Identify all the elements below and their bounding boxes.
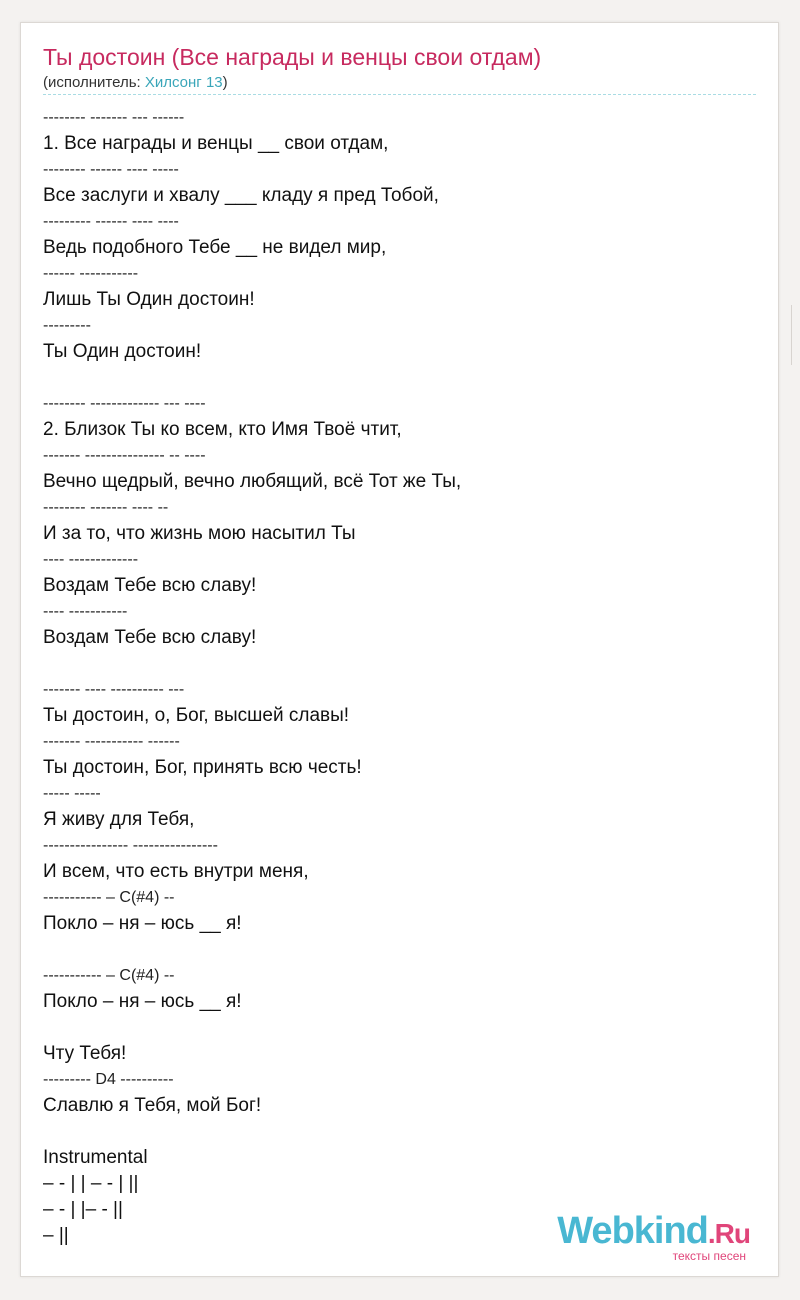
song-title: Ты достоин (Все награды и венцы свои отдам) bbox=[43, 44, 542, 70]
blank-line bbox=[43, 1119, 461, 1145]
artist-suffix: ) bbox=[222, 74, 228, 91]
lyric-line: Instrumental bbox=[43, 1147, 148, 1168]
chord-line: --------- ------ ---- ---- bbox=[43, 213, 179, 230]
lyric-line: Ты Один достоин! bbox=[43, 341, 202, 362]
artist-link[interactable]: Хилсонг 13 bbox=[144, 74, 223, 91]
lyric-line: Я живу для Тебя, bbox=[43, 809, 195, 830]
page-edge-marker bbox=[791, 305, 800, 365]
chord-line: ----- ----- bbox=[43, 785, 101, 802]
chord-line: ---- ------------- bbox=[43, 551, 139, 568]
chord-line: -------- ------- --- ------ bbox=[43, 109, 185, 126]
lyric-line: Вечно щедрый, вечно любящий, всё Тот же Ты, bbox=[43, 471, 462, 492]
chord-line: ------- --------------- -- ---- bbox=[43, 447, 206, 464]
lyric-line: Все заслуги и хвалу ___ кладу я пред Тобой, bbox=[43, 185, 439, 206]
chord-line: ------ ----------- bbox=[43, 265, 139, 282]
site-logo[interactable] bbox=[557, 1211, 750, 1262]
lyric-line: Лишь Ты Один достоин! bbox=[43, 289, 255, 310]
blank-line bbox=[43, 651, 461, 677]
blank-line bbox=[43, 1015, 461, 1041]
chord-line: ----------- – C(#4) -- bbox=[43, 967, 175, 984]
blank-line bbox=[43, 365, 461, 391]
blank-line bbox=[43, 937, 461, 963]
lyric-line: – || bbox=[43, 1225, 69, 1246]
lyric-line: Покло – ня – юсь __ я! bbox=[43, 913, 242, 934]
lyric-line: Воздам Тебе всю славу! bbox=[43, 627, 257, 648]
chord-line: -------- ------ ---- ----- bbox=[43, 161, 179, 178]
artist-line bbox=[43, 74, 228, 92]
lyric-line: 1. Все награды и венцы __ свои отдам, bbox=[43, 133, 389, 154]
lyric-line: Чту Тебя! bbox=[43, 1043, 127, 1064]
lyrics-list bbox=[43, 105, 461, 1249]
title-divider bbox=[43, 94, 756, 95]
lyric-line: И за то, что жизнь мою насытил Ты bbox=[43, 523, 356, 544]
chord-line: --------- D4 ---------- bbox=[43, 1071, 174, 1088]
lyric-line: Ведь подобного Тебе __ не видел мир, bbox=[43, 237, 387, 258]
logo-subtitle: тексты песен bbox=[672, 1249, 746, 1263]
lyric-line: Воздам Тебе всю славу! bbox=[43, 575, 257, 596]
chord-line: ----------- – C(#4) -- bbox=[43, 889, 175, 906]
lyric-line: Ты достоин, о, Бог, высшей славы! bbox=[43, 705, 350, 726]
artist-prefix: (исполнитель: bbox=[43, 74, 145, 91]
logo-wordmark: Webkind bbox=[557, 1210, 708, 1252]
lyric-line: – - | | – - | || bbox=[43, 1173, 139, 1194]
lyric-line: Ты достоин, Бог, принять всю честь! bbox=[43, 757, 362, 778]
chord-line: ---------------- ---------------- bbox=[43, 837, 218, 854]
lyric-line: И всем, что есть внутри меня, bbox=[43, 861, 309, 882]
chord-line: -------- ------------- --- ---- bbox=[43, 395, 206, 412]
lyric-line: 2. Близок Ты ко всем, кто Имя Твоё чтит, bbox=[43, 419, 402, 440]
chord-line: ------- ---- ---------- --- bbox=[43, 681, 185, 698]
chord-line: ---- ----------- bbox=[43, 603, 128, 620]
chord-line: ------- ----------- ------ bbox=[43, 733, 180, 750]
lyric-line: Покло – ня – юсь __ я! bbox=[43, 991, 242, 1012]
chord-line: --------- bbox=[43, 317, 91, 334]
logo-domain: .Ru bbox=[707, 1218, 750, 1249]
lyric-line: – - | |– - || bbox=[43, 1199, 123, 1220]
lyrics-card bbox=[20, 22, 779, 1277]
chord-line: -------- ------- ---- -- bbox=[43, 499, 169, 516]
lyric-line: Славлю я Тебя, мой Бог! bbox=[43, 1095, 262, 1116]
